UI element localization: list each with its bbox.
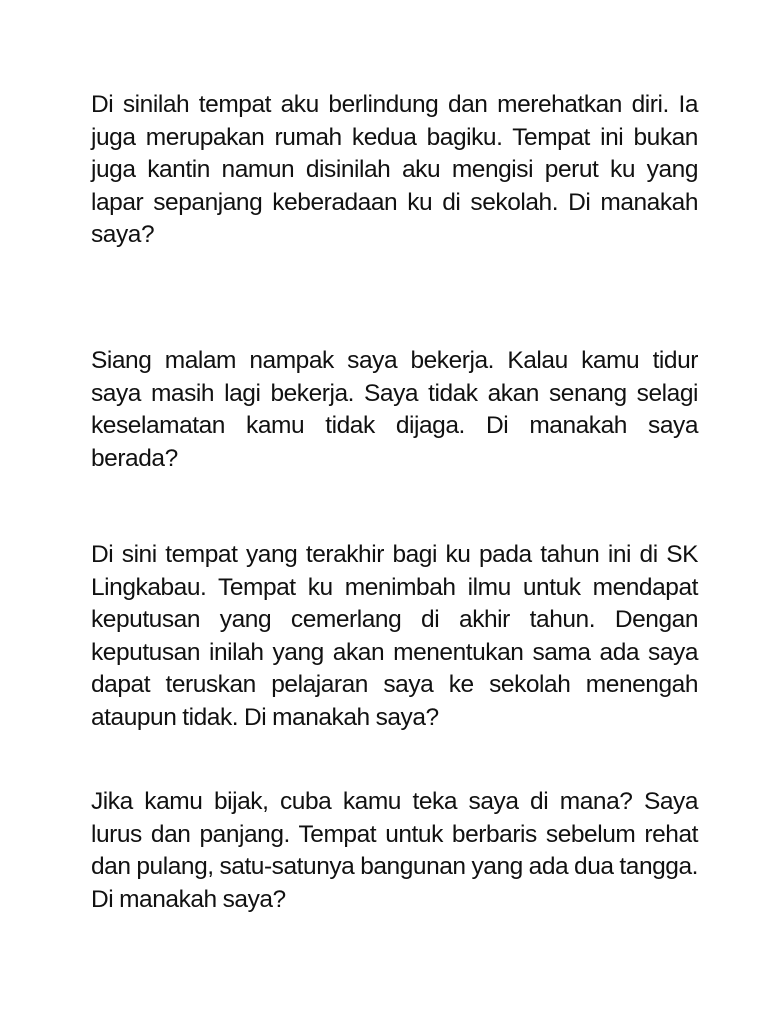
riddle-paragraph-4: Jika kamu bijak, cuba kamu teka saya di mana? Saya lurus dan panjang. Tempat untuk berbaris sebelum rehat dan pulang, satu-satunya bangunan yang ada dua tangga. Di manakah saya?: [91, 788, 699, 913]
riddle-paragraph-1: Di sinilah tempat aku berlindung dan merehatkan diri. Ia juga merupakan rumah kedua bagiku. Tempat ini bukan juga kantin namun disinilah aku mengisi perut ku yang lapar sepanjang keberadaan ku di sekolah. Di manakah saya?: [91, 91, 698, 249]
riddle-paragraph-3: Di sini tempat yang terakhir bagi ku pada tahun ini di SK Lingkabau. Tempat ku menimbah ilmu untuk mendapat keputusan yang cemerlang di akhir tahun. Dengan keputusan inilah yang akan menentukan sama ada saya dapat teruskan pelajaran saya ke sekolah menengah ataupun tidak. Di manakah saya?: [91, 541, 698, 731]
riddle-paragraph-2: Siang malam nampak saya bekerja. Kalau kamu tidur saya masih lagi bekerja. Saya tidak akan senang selagi keselamatan kamu tidak dijaga. Di manakah saya berada?: [91, 347, 698, 472]
